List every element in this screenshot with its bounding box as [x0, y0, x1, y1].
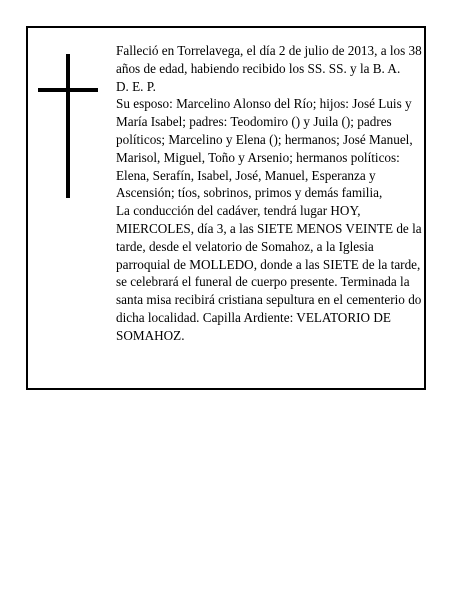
funeral-details: La conducción del cadáver, tendrá lugar HOY, MIERCOLES, día 3, a las SIETE MENOS VEINTE de la tarde, desde el velatorio de Somahoz, a la Iglesia parroquial de MOLLEDO, donde a las SIETE de la tarde, se celebrará el funeral de cuerpo presente. Terminada la santa misa recibirá cristiana sepultura en el cementerio do dicha localidad. Capilla Ardiente: VELATORIO DE SOMAHOZ.: [116, 203, 422, 343]
death-announcement: Falleció en Torrelavega, el día 2 de julio de 2013, a los 38 años de edad, habiendo recibido los SS. SS. y la B. A.: [116, 43, 422, 76]
cross-icon: [38, 54, 98, 198]
obituary-notice: [26, 26, 426, 390]
cross-vertical-bar: [66, 54, 70, 198]
family-list: Su esposo: Marcelino Alonso del Río; hijos: José Luis y María Isabel; padres: Teodomiro () y Juila (); padres políticos; Marcelino y Elena (); hermanos; José Manuel, Marisol, Miguel, Toño y Arsenio; hermanos políticos: Elena, Serafín, Isabel, José, Manuel, Esperanza y Ascensión; tíos, sobrinos, primos y demás familia,: [116, 96, 413, 201]
cross-horizontal-bar: [38, 88, 98, 92]
obituary-text: [116, 42, 422, 345]
rest-in-peace: D. E. P.: [116, 78, 156, 94]
